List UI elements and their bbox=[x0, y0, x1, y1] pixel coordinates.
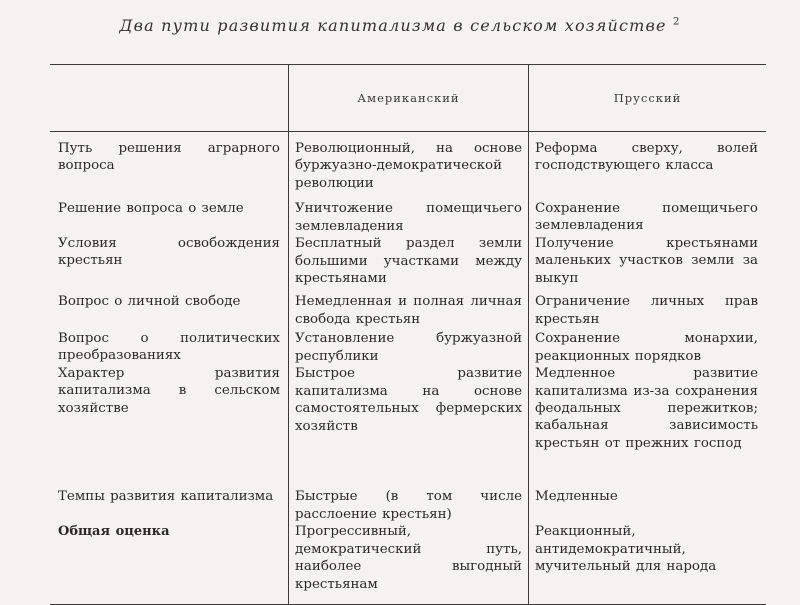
comparison-table bbox=[50, 64, 766, 605]
prussian-cell: Ограничение личных прав крестьян bbox=[535, 294, 758, 327]
table-title-text: Два пути развития капитализма в сельском хозяйстве bbox=[119, 16, 667, 35]
american-cell: Немедленная и полная личная свобода крестьян bbox=[295, 294, 522, 327]
header-prussian: Прусский bbox=[528, 65, 766, 131]
american-cell: Бесплатный раздел земли большими участками между крестьянами bbox=[295, 236, 522, 287]
prussian-cell: Реформа сверху, волей господствующего класса bbox=[535, 141, 758, 174]
table-title bbox=[0, 16, 800, 35]
criterion-cell: Темпы развития капитализма bbox=[58, 489, 274, 504]
criterion-cell: Вопрос о политических преобразованиях bbox=[58, 331, 280, 364]
american-cell: Установление буржуазной республики bbox=[295, 331, 522, 364]
column-prussian bbox=[528, 132, 766, 604]
criterion-cell: Вопрос о личной свободе bbox=[58, 294, 241, 309]
american-cell: Быстрое развитие капитализма на основе самостоятельных фермерских хозяйств bbox=[295, 366, 522, 434]
prussian-cell: Сохранение монархии, реакционных порядков bbox=[535, 331, 758, 364]
table-header-row bbox=[50, 65, 766, 132]
prussian-cell: Реакционный, антидемократичный, мучительный для народа bbox=[535, 524, 717, 575]
column-criteria bbox=[50, 132, 288, 604]
american-cell: Уничтожение помещичьего землевладения bbox=[295, 201, 522, 234]
column-american bbox=[288, 132, 528, 604]
footnote-marker: 2 bbox=[673, 16, 681, 28]
table-body bbox=[50, 132, 766, 604]
criterion-cell: Характер развития капитализма в сельском хозяйстве bbox=[58, 366, 280, 416]
american-cell: Быстрые (в том числе расслоение крестьян) bbox=[295, 489, 522, 522]
criterion-cell: Решение вопроса о земле bbox=[58, 201, 244, 216]
criterion-cell: Условия освобождения крестьян bbox=[58, 236, 280, 269]
prussian-cell: Получение крестьянами маленьких участков земли за выкуп bbox=[535, 236, 758, 286]
criterion-cell: Путь решения аграрного вопроса bbox=[58, 141, 280, 174]
prussian-cell: Медленные bbox=[535, 489, 618, 505]
header-american: Американский bbox=[288, 65, 528, 131]
prussian-cell: Сохранение помещичьего землевладения bbox=[535, 201, 758, 234]
header-criteria bbox=[50, 65, 288, 131]
criterion-cell: Общая оценка bbox=[58, 524, 170, 539]
american-cell: Прогрессивный, демократический путь, наиболее выгодный крестьянам bbox=[295, 524, 522, 592]
prussian-cell: Медленное развитие капитализма из-за сохранения феодальных пережитков; кабальная зависимость крестьян от прежних господ bbox=[535, 366, 758, 451]
american-cell: Революционный, на основе буржуазно-демократической революции bbox=[295, 141, 522, 191]
